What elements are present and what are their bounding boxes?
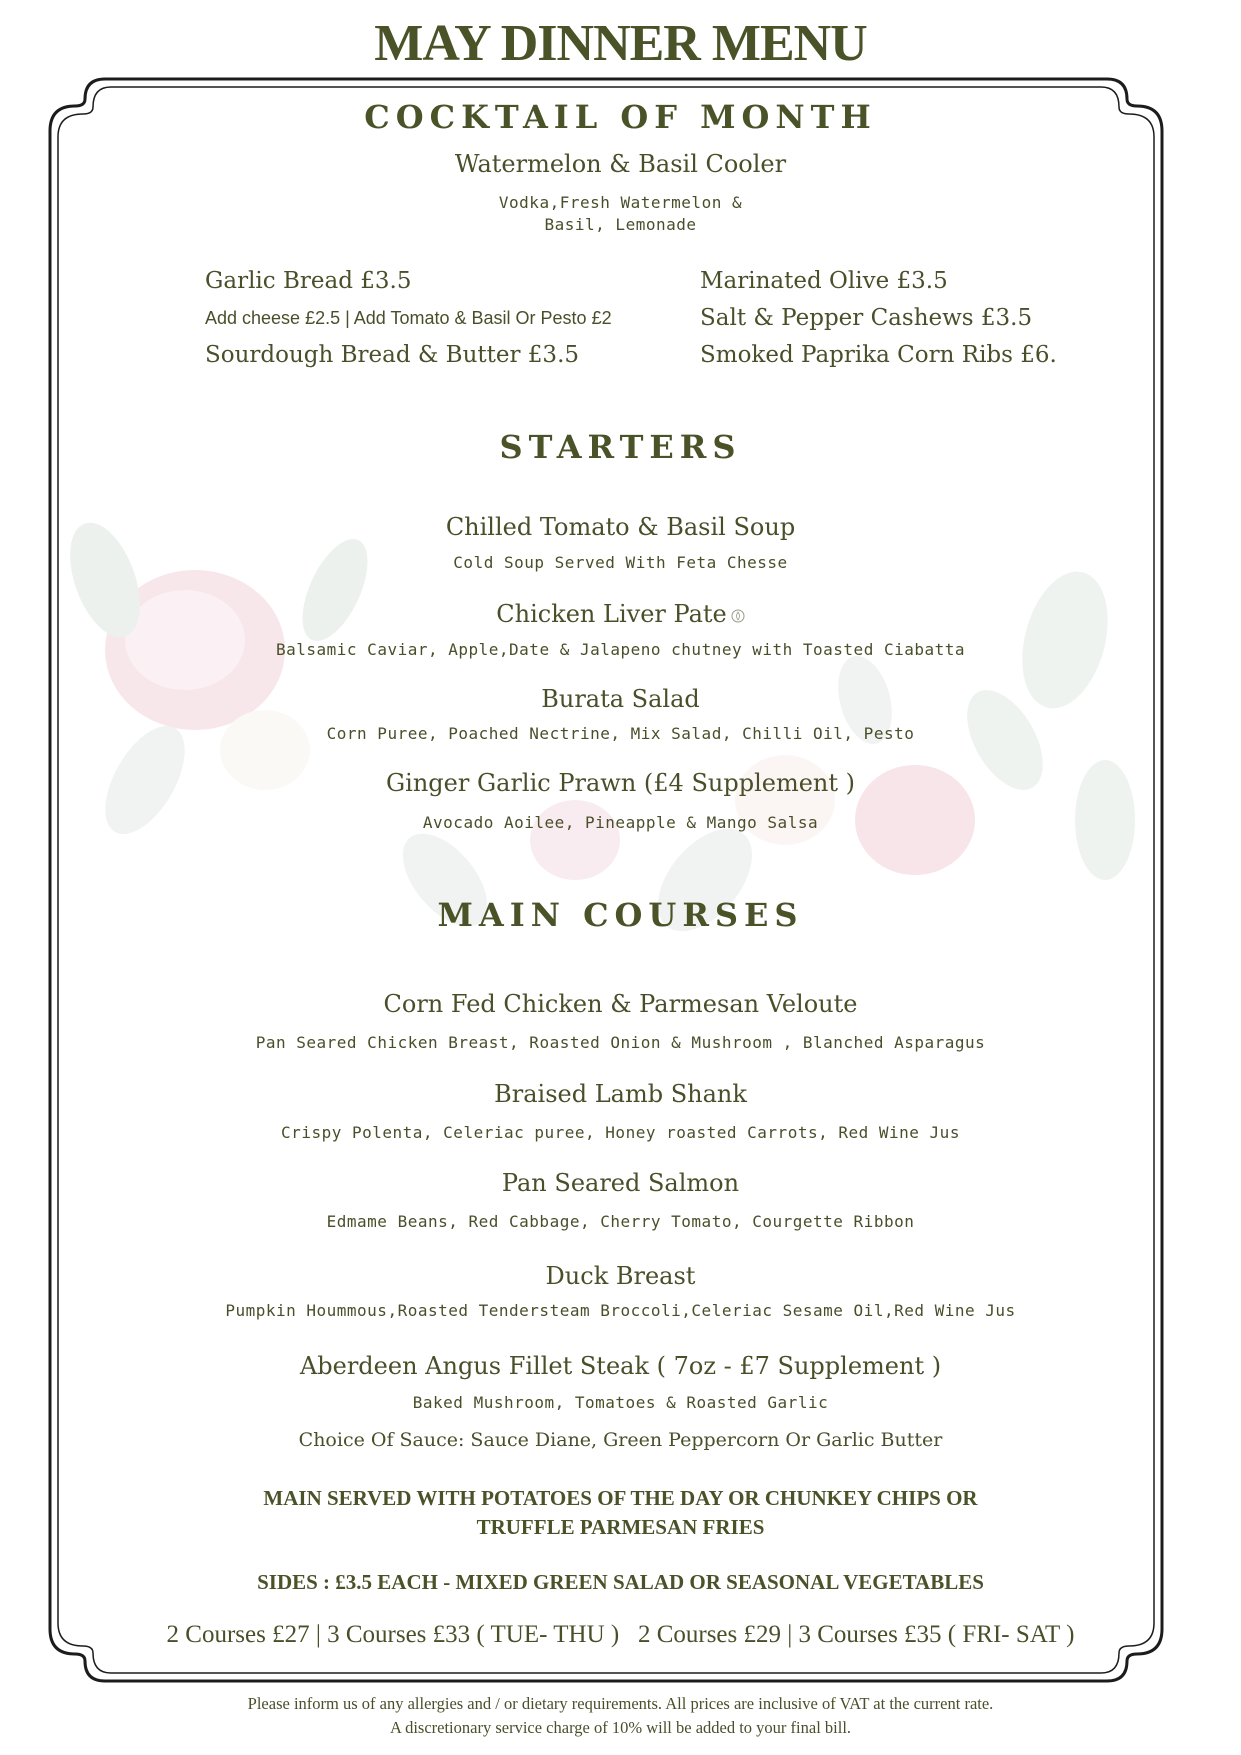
main-name: Duck Breast (545, 1262, 696, 1290)
mains-served-with-line1: MAIN SERVED WITH POTATOES OF THE DAY OR CHUNKEY CHIPS OR (263, 1486, 978, 1510)
starter-name: Ginger Garlic Prawn (£4 Supplement ) (386, 769, 855, 797)
mains-heading: MAIN COURSES (437, 896, 804, 934)
main-desc: Crispy Polenta, Celeriac puree, Honey roasted Carrots, Red Wine Jus (281, 1123, 960, 1142)
main-name: Braised Lamb Shank (494, 1080, 747, 1108)
cocktail-name: Watermelon & Basil Cooler (454, 150, 787, 178)
main-desc: Pan Seared Chicken Breast, Roasted Onion & Mushroom , Blanched Asparagus (255, 1033, 986, 1052)
starter-desc: Avocado Aoilee, Pineapple & Mango Salsa (422, 813, 819, 832)
page-title: MAY DINNER MENU (374, 15, 867, 72)
main-desc: Baked Mushroom, Tomatoes & Roasted Garlic (412, 1393, 829, 1412)
nibble-item: Smoked Paprika Corn Ribs £6. (700, 342, 1057, 368)
footer-service-charge: A discretionary service charge of 10% will be added to your final bill. (389, 1718, 852, 1737)
starter-name: Burata Salad (541, 685, 700, 713)
nibble-item: Sourdough Bread & Butter £3.5 (205, 342, 580, 368)
mains-served-with-line2: TRUFFLE PARMESAN FRIES (476, 1515, 765, 1539)
main-name: Aberdeen Angus Fillet Steak ( 7oz - £7 Supplement ) (299, 1352, 942, 1380)
main-desc: Pumpkin Hoummous,Roasted Tendersteam Broccoli,Celeriac Sesame Oil,Red Wine Jus (225, 1301, 1016, 1320)
main-desc: Edmame Beans, Red Cabbage, Cherry Tomato, Courgette Ribbon (326, 1212, 915, 1231)
starter-desc: Balsamic Caviar, Apple,Date & Jalapeno chutney with Toasted Ciabatta (275, 640, 966, 659)
nibble-addon: Add cheese £2.5 | Add Tomato & Basil Or Pesto £2 (205, 308, 612, 328)
cocktail-desc-line2: Basil, Lemonade (544, 215, 697, 234)
nibble-item: Marinated Olive £3.5 (700, 268, 948, 294)
cocktail-heading: COCKTAIL OF MONTH (364, 98, 877, 136)
starter-name: Chicken Liver Pate (496, 600, 727, 628)
starter-desc: Cold Soup Served With Feta Chesse (453, 553, 788, 572)
nibble-item: Salt & Pepper Cashews £3.5 (700, 305, 1033, 331)
starter-desc: Corn Puree, Poached Nectrine, Mix Salad, Chilli Oil, Pesto (326, 724, 915, 743)
main-name: Corn Fed Chicken & Parmesan Veloute (383, 990, 858, 1018)
main-name: Pan Seared Salmon (501, 1169, 740, 1197)
starter-name: Chilled Tomato & Basil Soup (445, 513, 796, 541)
nibble-item: Garlic Bread £3.5 (205, 268, 412, 294)
cocktail-desc-line1: Vodka,Fresh Watermelon & (498, 193, 743, 212)
starter-name-row (0, 600, 1241, 628)
starters-heading: STARTERS (499, 428, 742, 466)
sides-note: SIDES : £3.5 EACH - MIXED GREEN SALAD OR SEASONAL VEGETABLES (257, 1570, 984, 1594)
sauce-choice: Choice Of Sauce: Sauce Diane, Green Peppercorn Or Garlic Butter (298, 1429, 943, 1451)
vegetarian-icon (731, 609, 745, 623)
course-pricing: 2 Courses £27 | 3 Courses £33 ( TUE- THU ) 2 Courses £29 | 3 Courses £35 ( FRI- SAT ) (166, 1621, 1075, 1648)
footer-allergy-note: Please inform us of any allergies and / or dietary requirements. All prices are inclusive of VAT at the current rate. (247, 1694, 994, 1713)
